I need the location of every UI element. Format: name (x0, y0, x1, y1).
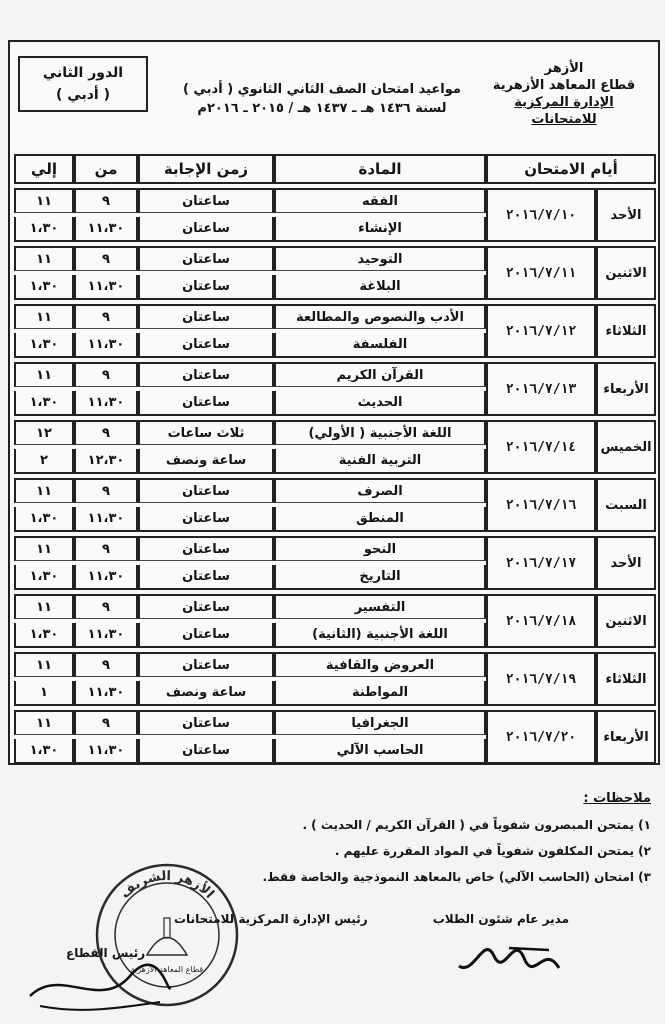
academic-year: لسنة ١٤٣٦ هـ ـ ١٤٣٧ هـ / ٢٠١٥ ـ ٢٠١٦م (197, 101, 447, 116)
subject-cell: النحو (274, 536, 486, 561)
end-time-cell: ١١ (14, 362, 74, 387)
track-label: ( أدبي ) (56, 87, 110, 103)
duration-cell: ساعتان (138, 565, 274, 590)
note-item: ٢) يمتحن المكلفون شفوياً في المواد المقررة عليهم . (334, 844, 651, 858)
start-time-cell: ٩ (74, 188, 138, 213)
exam-date: ٢٠١٦/٧/١٦ (486, 478, 596, 532)
duration-cell: ساعتان (138, 362, 274, 387)
subject-cell: التفسير (274, 594, 486, 619)
student-affairs-signature-title: مدير عام شئون الطلاب (432, 912, 569, 926)
header-subject: المادة (274, 154, 486, 184)
end-time-cell: ١١ (14, 246, 74, 271)
handwritten-signature-icon (449, 938, 569, 988)
subject-cell: الفلسفة (274, 333, 486, 358)
exam-day: الثلاثاء (596, 304, 656, 358)
duration-cell: ساعتان (138, 739, 274, 764)
department-name: الإدارة المركزية للامتحانات (514, 95, 614, 127)
end-time-cell: ٢ (14, 449, 74, 474)
subject-cell: اللغة الأجنبية ( الأولي) (274, 420, 486, 445)
start-time-cell: ٩ (74, 246, 138, 271)
end-time-cell: ١١ (14, 536, 74, 561)
duration-cell: ساعة ونصف (138, 449, 274, 474)
header-from: من (74, 154, 138, 184)
exam-day: الأحد (596, 536, 656, 590)
subject-cell: التاريخ (274, 565, 486, 590)
org-name: الأزهر (544, 61, 584, 76)
notes-title: ملاحظات : (583, 791, 651, 806)
start-time-cell: ٩ (74, 420, 138, 445)
table-row (14, 246, 656, 271)
exam-day: السبت (596, 478, 656, 532)
table-row (14, 594, 656, 619)
subject-cell: الصرف (274, 478, 486, 503)
exam-day: الخميس (596, 420, 656, 474)
exam-day: الأربعاء (596, 710, 656, 764)
duration-cell: ساعتان (138, 536, 274, 561)
subject-cell: الحديث (274, 391, 486, 416)
table-row (14, 188, 656, 213)
start-time-cell: ١١،٣٠ (74, 275, 138, 300)
end-time-cell: ١،٣٠ (14, 623, 74, 648)
schedule-body (14, 188, 656, 764)
header-to: إلي (14, 154, 74, 184)
start-time-cell: ١١،٣٠ (74, 391, 138, 416)
duration-cell: ساعتان (138, 652, 274, 677)
exam-date: ٢٠١٦/٧/١٧ (486, 536, 596, 590)
handwritten-signature-left-icon (20, 946, 180, 1016)
sector-name: قطاع المعاهد الأزهرية (492, 78, 636, 93)
table-row (14, 304, 656, 329)
exam-day: الاثنين (596, 246, 656, 300)
end-time-cell: ١١ (14, 188, 74, 213)
exam-schedule-sheet (8, 40, 660, 765)
start-time-cell: ١١،٣٠ (74, 333, 138, 358)
end-time-cell: ١،٣٠ (14, 217, 74, 242)
subject-cell: القرآن الكريم (274, 362, 486, 387)
table-row (14, 420, 656, 445)
start-time-cell: ٩ (74, 710, 138, 735)
end-time-cell: ١١ (14, 304, 74, 329)
exam-date: ٢٠١٦/٧/١٩ (486, 652, 596, 706)
start-time-cell: ٩ (74, 304, 138, 329)
end-time-cell: ١٢ (14, 420, 74, 445)
duration-cell: ساعتان (138, 507, 274, 532)
exam-date: ٢٠١٦/٧/٢٠ (486, 710, 596, 764)
subject-cell: الإنشاء (274, 217, 486, 242)
duration-cell: ساعتان (138, 333, 274, 358)
table-row (14, 478, 656, 503)
end-time-cell: ١١ (14, 710, 74, 735)
subject-cell: البلاغة (274, 275, 486, 300)
start-time-cell: ١١،٣٠ (74, 217, 138, 242)
duration-cell: ساعتان (138, 623, 274, 648)
start-time-cell: ١١،٣٠ (74, 681, 138, 706)
exam-day: الاثنين (596, 594, 656, 648)
duration-cell: ساعة ونصف (138, 681, 274, 706)
table-row (14, 362, 656, 387)
start-time-cell: ١١،٣٠ (74, 739, 138, 764)
end-time-cell: ١،٣٠ (14, 391, 74, 416)
exam-day: الأربعاء (596, 362, 656, 416)
start-time-cell: ١١،٣٠ (74, 507, 138, 532)
duration-cell: ساعتان (138, 478, 274, 503)
end-time-cell: ١،٣٠ (14, 565, 74, 590)
end-time-cell: ١،٣٠ (14, 275, 74, 300)
exam-date: ٢٠١٦/٧/١٤ (486, 420, 596, 474)
subject-cell: المواطنة (274, 681, 486, 706)
end-time-cell: ١١ (14, 478, 74, 503)
exam-date: ٢٠١٦/٧/١١ (486, 246, 596, 300)
table-header-row (14, 154, 656, 184)
exam-day: الأحد (596, 188, 656, 242)
exam-date: ٢٠١٦/٧/١٣ (486, 362, 596, 416)
subject-cell: الحاسب الآلي (274, 739, 486, 764)
subject-cell: الجغرافيا (274, 710, 486, 735)
end-time-cell: ١١ (14, 652, 74, 677)
start-time-cell: ٩ (74, 594, 138, 619)
start-time-cell: ٩ (74, 362, 138, 387)
end-time-cell: ١،٣٠ (14, 333, 74, 358)
table-row (14, 536, 656, 561)
exams-head-signature-title: رئيس الإدارة المركزية للامتحانات (174, 912, 368, 926)
subject-cell: العروض والقافية (274, 652, 486, 677)
end-time-cell: ١،٣٠ (14, 739, 74, 764)
exam-date: ٢٠١٦/٧/١٨ (486, 594, 596, 648)
subject-cell: اللغة الأجنبية (الثانية) (274, 623, 486, 648)
start-time-cell: ٩ (74, 478, 138, 503)
end-time-cell: ١ (14, 681, 74, 706)
start-time-cell: ١١،٣٠ (74, 565, 138, 590)
note-item: ١) يمتحن المبصرون شفوياً في ( القرآن الكريم / الحديث ) . (302, 818, 651, 832)
exam-date: ٢٠١٦/٧/١٢ (486, 304, 596, 358)
organization-header (484, 60, 644, 128)
note-item: ٣) امتحان (الحاسب الآلي) خاص بالمعاهد النموذجية والخاصة فقط. (262, 870, 651, 884)
table-row (14, 710, 656, 735)
round-label: الدور الثاني (42, 65, 124, 81)
duration-cell: ساعتان (138, 391, 274, 416)
duration-cell: ساعتان (138, 304, 274, 329)
start-time-cell: ١١،٣٠ (74, 623, 138, 648)
start-time-cell: ١٢،٣٠ (74, 449, 138, 474)
subject-cell: المنطق (274, 507, 486, 532)
subject-cell: التربية الفنية (274, 449, 486, 474)
exam-day: الثلاثاء (596, 652, 656, 706)
duration-cell: ساعتان (138, 710, 274, 735)
duration-cell: ساعتان (138, 275, 274, 300)
duration-cell: ساعتان (138, 246, 274, 271)
exam-round-box (18, 56, 148, 112)
duration-cell: ساعتان (138, 188, 274, 213)
duration-cell: ساعتان (138, 217, 274, 242)
exam-date: ٢٠١٦/٧/١٠ (486, 188, 596, 242)
duration-cell: ثلاث ساعات (138, 420, 274, 445)
start-time-cell: ٩ (74, 652, 138, 677)
sector-head-signature-title: رئيس القطاع (66, 946, 146, 960)
end-time-cell: ١،٣٠ (14, 507, 74, 532)
table-row (14, 652, 656, 677)
header-duration: زمن الإجابة (138, 154, 274, 184)
subject-cell: الأدب والنصوص والمطالعة (274, 304, 486, 329)
duration-cell: ساعتان (138, 594, 274, 619)
subject-cell: التوحيد (274, 246, 486, 271)
stamp-center-text: قطاع المعاهد الأزهرية (130, 965, 204, 974)
subject-cell: الفقه (274, 188, 486, 213)
schedule-table (14, 150, 656, 768)
end-time-cell: ١١ (14, 594, 74, 619)
stamp-arc-text: الأزهر الشريف (117, 868, 217, 902)
start-time-cell: ٩ (74, 536, 138, 561)
title-line: مواعيد امتحان الصف الثاني الثانوي ( أدبي ) (183, 82, 461, 97)
header-days: أيام الامتحان (486, 154, 656, 184)
schedule-title (162, 80, 482, 118)
